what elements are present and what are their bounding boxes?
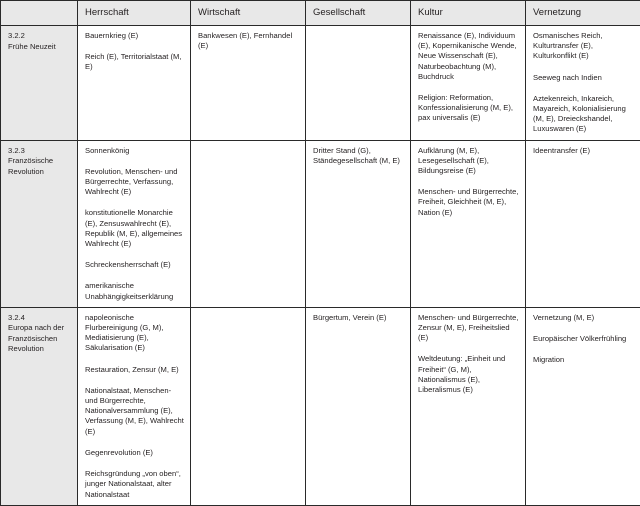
topic-cell [1,307,78,505]
table-row [1,26,640,141]
cell-paragraph: Restauration, Zensur (M, E) [85,365,184,375]
topic-cell [1,140,78,307]
cell-paragraph: Revolution, Menschen- und Bürgerrechte, Verfassung, Wahlrecht (E) [85,167,184,198]
cell-wirtschaft [191,26,306,141]
cell-gesellschaft [306,26,411,141]
column-header-kultur: Kultur [411,1,526,26]
cell-herrschaft [78,26,191,141]
cell-paragraph: Nationalstaat, Menschen- und Bürgerrechte, Nationalversammlung (E), Verfassung (M, E), Wahlrecht (E) [85,386,184,437]
column-header-vernetzung: Vernetzung [526,1,640,26]
cell-gesellschaft [306,307,411,505]
column-header-topic [1,1,78,26]
table-row [1,140,640,307]
column-header-herrschaft: Herrschaft [78,1,191,26]
cell-paragraph: Bauernkrieg (E) [85,31,184,41]
cell-paragraph: amerikanische Unabhängigkeitserklärung [85,281,184,301]
cell-paragraph: Bürgertum, Verein (E) [313,313,404,323]
cell-paragraph: Weltdeutung: „Einheit und Freiheit“ (G, M), Nationalismus (E), Liberalismus (E) [418,354,519,395]
cell-paragraph: Gegenrevolution (E) [85,448,184,458]
cell-paragraph: Sonnenkönig [85,146,184,156]
cell-kultur [411,26,526,141]
cell-paragraph: Vernetzung (M, E) [533,313,634,323]
column-header-wirtschaft: Wirtschaft [191,1,306,26]
cell-paragraph: konstitutionelle Monarchie (E), Zensuswahlrecht (E), Republik (M, E), allgemeines Wahlrecht (E) [85,208,184,249]
cell-paragraph: Renaissance (E), Individuum (E), Kopernikanische Wende, Neue Wissenschaft (E), Naturbeobachtung (M), Buchdruck [418,31,519,82]
topic-label: Europa nach der Französischen Revolution [8,323,71,355]
cell-paragraph: Schreckensherrschaft (E) [85,260,184,270]
topic-label: Französische Revolution [8,156,71,177]
cell-gesellschaft [306,140,411,307]
table-row [1,307,640,505]
header-row [1,1,640,26]
topic-number: 3.2.3 [8,146,71,157]
cell-herrschaft [78,140,191,307]
cell-paragraph: Dritter Stand (G), Ständegesellschaft (M, E) [313,146,404,166]
cell-paragraph: Menschen- und Bürgerrechte, Zensur (M, E), Freiheitslied (E) [418,313,519,344]
cell-wirtschaft [191,140,306,307]
cell-paragraph: Aztekenreich, Inkareich, Mayareich, Kolonialisierung (M, E), Dreieckshandel, Luxuswaren (E) [533,94,634,135]
cell-paragraph: Reichsgründung „von oben“, junger Nationalstaat, alter Nationalstaat [85,469,184,500]
cell-paragraph: Migration [533,355,634,365]
cell-paragraph: Bankwesen (E), Fernhandel (E) [198,31,299,51]
cell-paragraph: Osmanisches Reich, Kulturtransfer (E), Kulturkonflikt (E) [533,31,634,62]
cell-paragraph: Europäischer Völkerfrühling [533,334,634,344]
topic-label: Frühe Neuzeit [8,42,71,53]
topic-number: 3.2.4 [8,313,71,324]
column-header-gesellschaft: Gesellschaft [306,1,411,26]
topic-cell [1,26,78,141]
cell-vernetzung [526,307,640,505]
cell-paragraph: Seeweg nach Indien [533,73,634,83]
cell-paragraph: Reich (E), Territorialstaat (M, E) [85,52,184,72]
cell-wirtschaft [191,307,306,505]
cell-herrschaft [78,307,191,505]
cell-paragraph: napoleonische Flurbereinigung (G, M), Mediatisierung (E), Säkularisation (E) [85,313,184,354]
topic-number: 3.2.2 [8,31,71,42]
cell-vernetzung [526,26,640,141]
cell-paragraph: Menschen- und Bürgerrechte, Freiheit, Gleichheit (M, E), Nation (E) [418,187,519,218]
cell-paragraph: Ideentransfer (E) [533,146,634,156]
table-header [1,1,640,26]
cell-paragraph: Religion: Reformation, Konfessionalisierung (M, E), pax universalis (E) [418,93,519,124]
cell-kultur [411,307,526,505]
cell-paragraph: Aufklärung (M, E), Lesegesellschaft (E), Bildungsreise (E) [418,146,519,177]
table-body [1,26,640,506]
cell-kultur [411,140,526,307]
cell-vernetzung [526,140,640,307]
